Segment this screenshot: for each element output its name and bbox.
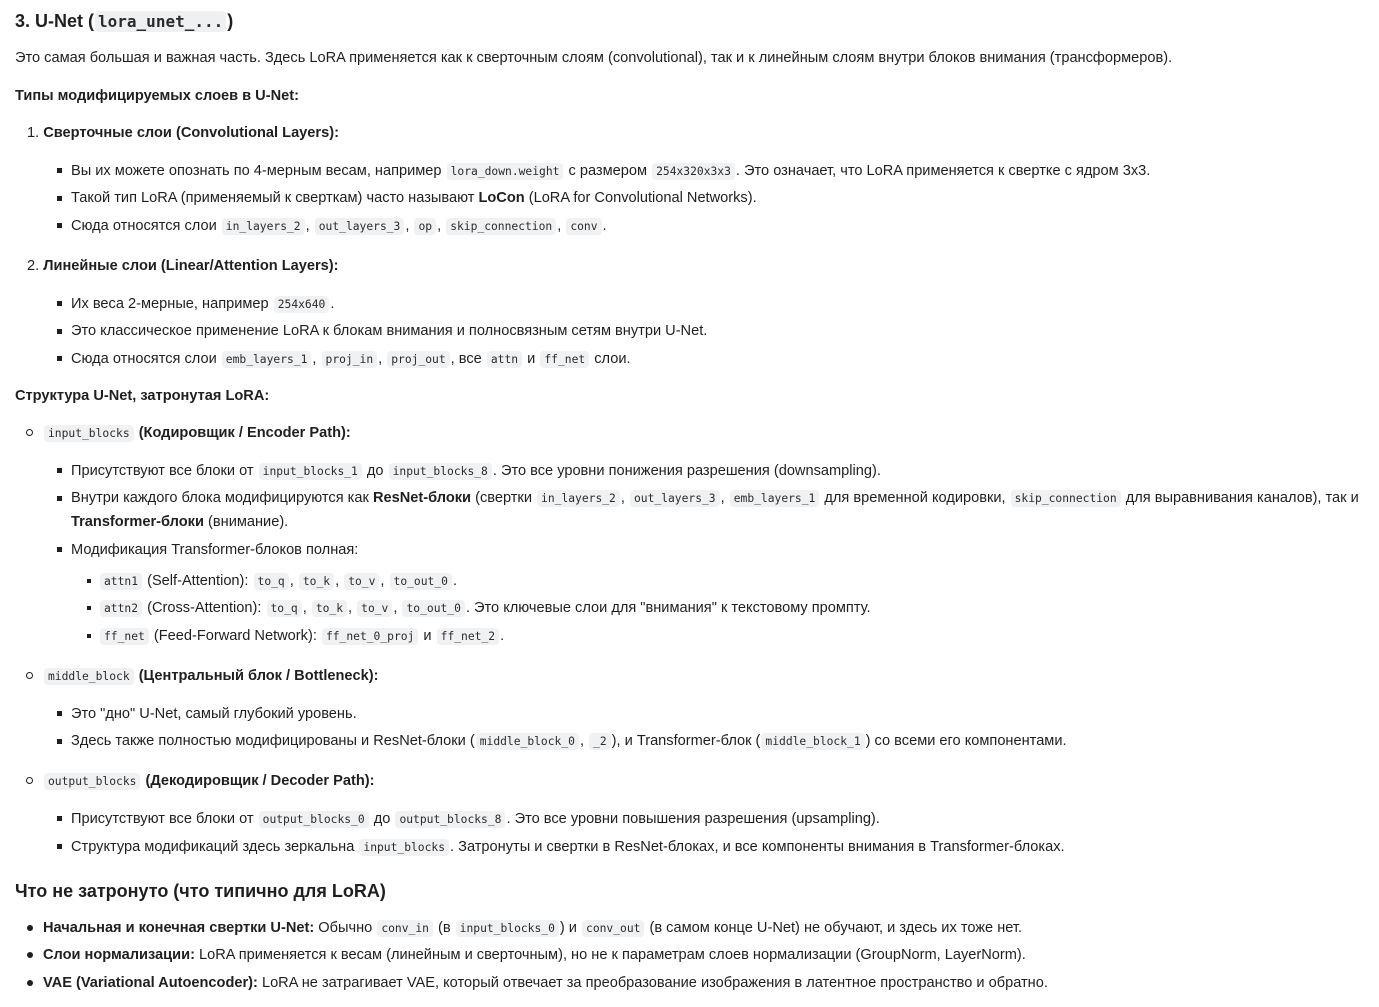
inline-code: to_v bbox=[344, 573, 379, 590]
text-span: (свертки bbox=[475, 490, 532, 506]
inline-code: output_blocks_0 bbox=[259, 811, 369, 828]
bold-text: (Кодировщик / Encoder Path): bbox=[138, 425, 351, 441]
text-span: . Это все уровни понижения разрешения (downsampling). bbox=[492, 463, 881, 479]
inline-code: output_blocks bbox=[44, 773, 140, 790]
text-span: для выравнивания каналов), так и bbox=[1125, 490, 1359, 506]
text-span: с размером bbox=[568, 163, 648, 179]
linear-list-item bbox=[27, 256, 339, 276]
text-span: до bbox=[366, 463, 384, 479]
text-span: (Feed-Forward Network): bbox=[153, 628, 317, 644]
inline-code: to_k bbox=[299, 573, 334, 590]
inline-code: lora_down.weight bbox=[447, 163, 564, 180]
output-bullet-2 bbox=[71, 837, 1065, 858]
text-span: . Это означает, что LoRA применяется к свертке с ядром 3x3. bbox=[735, 163, 1151, 179]
conv-bullet-3: Сюда относятся слои in_layers_2 , out_layers_3 , op , skip_connection , conv . bbox=[71, 218, 607, 234]
text-span: . bbox=[452, 573, 457, 589]
bold-text: ResNet-блоки bbox=[372, 490, 472, 506]
text-span: . Затронуты и свертки в ResNet-блоках, и все компоненты внимания в Transformer-блоках. bbox=[450, 839, 1065, 855]
inline-code: conv bbox=[566, 218, 601, 235]
text-span: Обычно bbox=[318, 920, 373, 936]
inline-code: to_q bbox=[267, 600, 302, 617]
inline-code: in_layers_2 bbox=[222, 218, 305, 235]
text-span: (внимание). bbox=[208, 514, 289, 530]
input-bullet-3: Модификация Transformer-блоков полная: bbox=[71, 542, 359, 558]
text-span: Такой тип LoRA (применяемый к сверткам) часто называют bbox=[71, 190, 475, 206]
text-span: (LoRA for Convolutional Networks). bbox=[528, 190, 757, 206]
text-span: 1. bbox=[27, 125, 40, 141]
inline-code: conv_in bbox=[377, 920, 433, 937]
bullet-square-small bbox=[87, 579, 91, 583]
inline-code: input_blocks bbox=[44, 425, 134, 442]
bold-text: Сверточные слои (Convolutional Layers): bbox=[43, 125, 339, 141]
text-span: Сюда относятся слои bbox=[71, 218, 217, 234]
text-span: и bbox=[527, 351, 536, 367]
text-span: . bbox=[602, 218, 607, 234]
linear-bullet-2: Это классическое применение LoRA к блокам внимания и полносвязным сетям внутри U-Net. bbox=[71, 323, 708, 339]
input-bullet-2: Внутри каждого блока модифицируются как ResNet-блоки (свертки in_layers_2 , out_layers_3 , emb_layers_1 для временной кодировки, skip_connection для выравнивания каналов), так и bbox=[71, 490, 1359, 506]
bold-text: Линейные слои (Linear/Attention Layers): bbox=[43, 258, 339, 274]
inline-code: emb_layers_1 bbox=[730, 490, 820, 507]
text-span: Внутри каждого блока модифицируются как bbox=[71, 490, 369, 506]
untouched-item-2 bbox=[43, 945, 1026, 965]
bullet-square bbox=[57, 844, 62, 849]
bullet-circle bbox=[26, 672, 33, 679]
bold-text: Типы модифицируемых слоев в U-Net: bbox=[15, 88, 299, 104]
text-span: и bbox=[423, 628, 432, 644]
middle-bullet-1: Это "дно" U-Net, самый глубокий уровень. bbox=[71, 706, 357, 722]
output-blocks-item bbox=[43, 771, 374, 792]
bullet-square bbox=[57, 356, 62, 361]
inline-code: attn1 bbox=[100, 573, 142, 590]
inline-code: _2 bbox=[589, 733, 611, 750]
text-span: LoRA не затрагивает VAE, который отвечает за преобразование изображения в латентное пространство и обратно. bbox=[261, 975, 1048, 991]
types-title bbox=[15, 86, 299, 106]
text-span: ) и bbox=[559, 920, 577, 936]
attn2-item: attn2 (Cross-Attention): to_q , to_k , to_v , to_out_0 . Это ключевые слои для "внимания" к текстовому промпту. bbox=[99, 598, 871, 619]
middle-bullet-2: Здесь также полностью модифицированы и ResNet-блоки ( middle_block_0 , _2 ), и Transformer-блок ( middle_block_1 ) со всеми его компонентами. bbox=[71, 733, 1067, 749]
inline-code: in_layers_2 bbox=[537, 490, 620, 507]
inline-code: ff_net_2 bbox=[437, 628, 499, 645]
inline-code: to_out_0 bbox=[402, 600, 464, 617]
bold-text: (Декодировщик / Decoder Path): bbox=[145, 773, 375, 789]
bullet-square bbox=[57, 301, 62, 306]
linear-bullet-3: Сюда относятся слои emb_layers_1 , proj_in , proj_out , все attn и ff_net слои. bbox=[71, 351, 631, 367]
inline-code: op bbox=[414, 218, 436, 235]
bullet-square bbox=[57, 196, 62, 201]
text-span: (Cross-Attention): bbox=[147, 600, 262, 616]
inline-code: emb_layers_1 bbox=[222, 351, 312, 368]
text-span: (в bbox=[437, 920, 451, 936]
text-span: . Это все уровни повышения разрешения (upsampling). bbox=[506, 811, 880, 827]
inline-code: attn2 bbox=[100, 600, 142, 617]
bold-text: LoCon bbox=[478, 190, 525, 206]
inline-code: to_q bbox=[254, 573, 289, 590]
text-span: . bbox=[330, 296, 335, 312]
inline-code: to_out_0 bbox=[390, 573, 452, 590]
untouched-item-3 bbox=[43, 973, 1048, 993]
text-span: (в самом конце U-Net) не обучают, и здесь их тоже нет. bbox=[649, 920, 1023, 936]
bullet-square bbox=[57, 547, 62, 552]
bullet-square-small bbox=[87, 634, 91, 638]
bullet-square bbox=[57, 739, 62, 744]
intro-paragraph: Это самая большая и важная часть. Здесь LoRA применяется как к сверточным слоям (convolutional), так и к линейным слоям внутри блоков внимания (трансформеров). bbox=[15, 50, 1173, 66]
inline-code: output_blocks_8 bbox=[395, 811, 505, 828]
section-heading bbox=[15, 9, 233, 34]
inline-code: input_blocks_1 bbox=[259, 463, 362, 480]
bold-text: Слои нормализации: bbox=[43, 947, 195, 963]
inline-code: middle_block_0 bbox=[476, 733, 579, 750]
text-span: до bbox=[373, 811, 391, 827]
bullet-square bbox=[57, 496, 62, 501]
text-span: Вы их можете опознать по 4-мерным весам, например bbox=[71, 163, 442, 179]
structure-title bbox=[15, 386, 269, 406]
text-span: для временной кодировки, bbox=[824, 490, 1006, 506]
inline-code: middle_block_1 bbox=[761, 733, 864, 750]
bullet-square bbox=[57, 816, 62, 821]
inline-code: 254x320x3x3 bbox=[652, 163, 735, 180]
inline-code: 254x640 bbox=[274, 296, 330, 313]
code-lora-unet: lora_unet_... bbox=[95, 11, 226, 32]
bullet-dot bbox=[27, 952, 33, 958]
bullet-square-small bbox=[87, 606, 91, 610]
text-span: Их веса 2-мерные, например bbox=[71, 296, 269, 312]
text-span: Структура модификаций здесь зеркальна bbox=[71, 839, 355, 855]
text-span: LoRA применяется к весам (линейным и сверточным), но не к параметрам слоев нормализации (GroupNorm, LayerNorm). bbox=[199, 947, 1026, 963]
inline-code: to_k bbox=[312, 600, 347, 617]
text-span: . Это ключевые слои для "внимания" к текстовому промпту. bbox=[465, 600, 871, 616]
bullet-square bbox=[57, 468, 62, 473]
inline-code: skip_connection bbox=[1011, 490, 1121, 507]
bullet-dot bbox=[27, 980, 33, 986]
text-span: ) bbox=[227, 11, 234, 31]
inline-code: attn bbox=[487, 351, 522, 368]
inline-code: conv_out bbox=[582, 920, 644, 937]
input-bullet-2-cont bbox=[71, 512, 288, 532]
bold-text: Transformer-блоки bbox=[71, 514, 204, 530]
attn1-item: attn1 (Self-Attention): to_q , to_k , to_v , to_out_0 . bbox=[99, 571, 457, 592]
text-span: 2. bbox=[27, 258, 40, 274]
inline-code: out_layers_3 bbox=[630, 490, 720, 507]
bold-text: Начальная и конечная свертки U-Net: bbox=[43, 920, 315, 936]
text-span: ), и Transformer-блок ( bbox=[611, 733, 761, 749]
inline-code: proj_out bbox=[387, 351, 449, 368]
text-span: . bbox=[500, 628, 505, 644]
inline-code: ff_net bbox=[100, 628, 149, 645]
bullet-square bbox=[57, 223, 62, 228]
linear-bullet-1 bbox=[71, 294, 334, 315]
bold-text: (Центральный блок / Bottleneck): bbox=[138, 668, 379, 684]
text-span: слои. bbox=[594, 351, 631, 367]
inline-code: input_blocks_0 bbox=[456, 920, 559, 937]
input-blocks-item bbox=[43, 423, 351, 444]
text-span: Сюда относятся слои bbox=[71, 351, 217, 367]
inline-code: out_layers_3 bbox=[315, 218, 405, 235]
inline-code: input_blocks bbox=[359, 839, 449, 856]
bullet-square bbox=[57, 329, 62, 334]
text-span: Присутствуют все блоки от bbox=[71, 463, 254, 479]
inline-code: proj_in bbox=[322, 351, 378, 368]
conv-bullet-2 bbox=[71, 188, 757, 208]
inline-code: ff_net bbox=[540, 351, 589, 368]
inline-code: to_v bbox=[357, 600, 392, 617]
conv-bullet-1 bbox=[71, 161, 1150, 182]
untouched-item-1 bbox=[43, 918, 1022, 939]
text-span: Присутствуют все блоки от bbox=[71, 811, 254, 827]
text-span: 3. U-Net ( bbox=[15, 11, 95, 31]
inline-code: skip_connection bbox=[446, 218, 556, 235]
text-span: , все bbox=[450, 351, 482, 367]
input-bullet-1 bbox=[71, 461, 881, 482]
conv-list-item bbox=[27, 123, 339, 143]
bullet-square bbox=[57, 168, 62, 173]
inline-code: ff_net_0_proj bbox=[322, 628, 418, 645]
bullet-square bbox=[57, 711, 62, 716]
output-bullet-1 bbox=[71, 809, 880, 830]
bullet-circle bbox=[26, 429, 33, 436]
inline-code: input_blocks_8 bbox=[389, 463, 492, 480]
bullet-dot bbox=[27, 925, 33, 931]
text-span: Здесь также полностью модифицированы и ResNet-блоки ( bbox=[71, 733, 475, 749]
bullet-circle bbox=[26, 777, 33, 784]
untouched-heading: Что не затронуто (что типично для LoRA) bbox=[15, 881, 386, 901]
bold-text: VAE (Variational Autoencoder): bbox=[43, 975, 258, 991]
bold-text: Структура U-Net, затронутая LoRA: bbox=[15, 388, 270, 404]
text-span: ) со всеми его компонентами. bbox=[865, 733, 1067, 749]
middle-block-item bbox=[43, 666, 378, 687]
ff-net-item bbox=[99, 626, 504, 647]
inline-code: middle_block bbox=[44, 668, 134, 685]
text-span: (Self-Attention): bbox=[147, 573, 249, 589]
